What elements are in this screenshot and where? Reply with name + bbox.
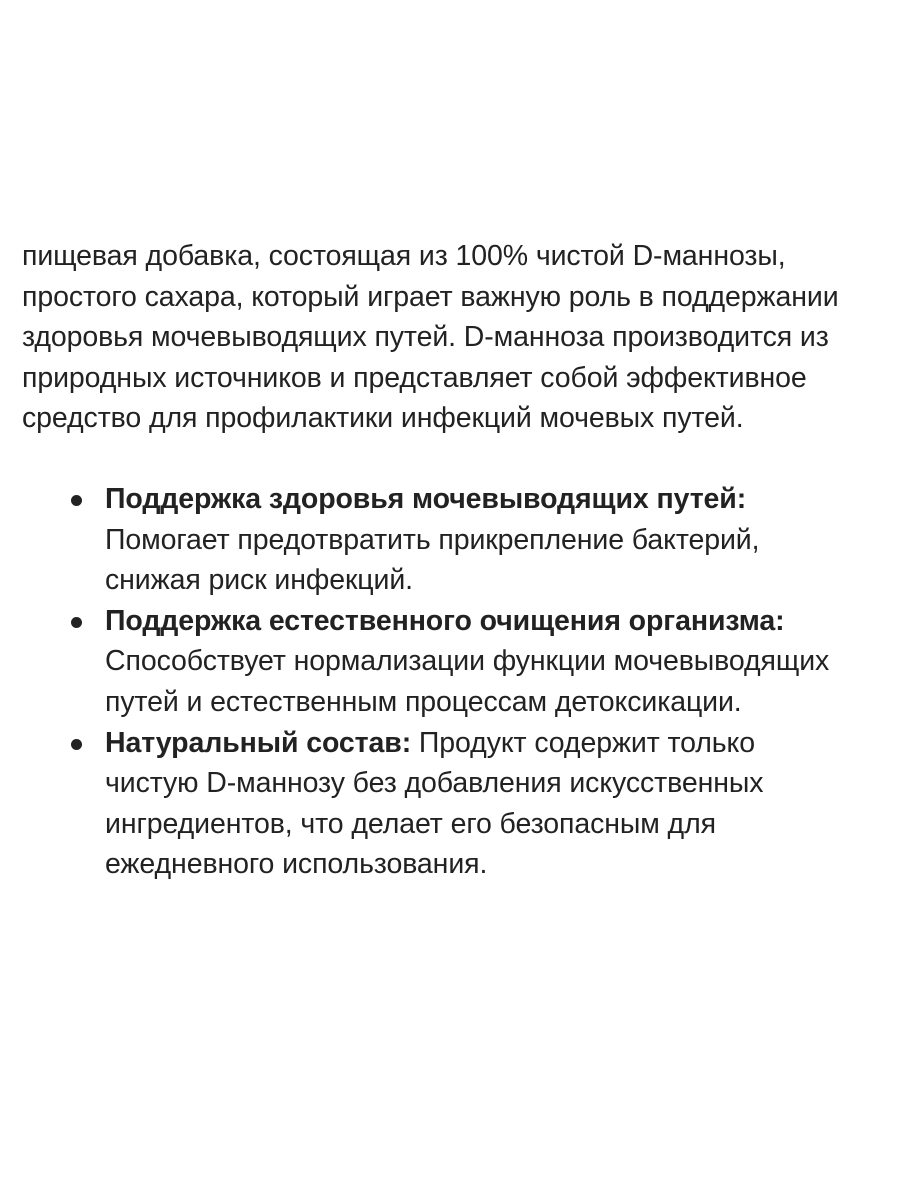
- feature-item-natural-cleansing: [22, 601, 835, 723]
- feature-text: Продукт содержит только чистую D-маннозу без добавления искусственных ингредиентов, что делает его безопасным для ежедневного использования.: [105, 726, 764, 881]
- feature-title: Натуральный состав:: [105, 726, 419, 759]
- bullet-icon: [71, 739, 82, 750]
- feature-title: Поддержка здоровья мочевыводящих путей:: [105, 482, 747, 515]
- product-description: [22, 236, 882, 885]
- feature-list: [22, 479, 882, 885]
- feature-text: Способствует нормализации функции мочевыводящих путей и естественным процессам детоксикации.: [105, 645, 830, 718]
- bullet-icon: [71, 617, 82, 628]
- feature-title: Поддержка естественного очищения организма:: [105, 604, 785, 637]
- feature-item-urinary-health: [22, 479, 835, 601]
- feature-item-natural-composition: [22, 723, 835, 885]
- feature-text: Помогает предотвратить прикрепление бактерий, снижая риск инфекций.: [105, 523, 760, 597]
- intro-paragraph: пищевая добавка, состоящая из 100% чистой D-маннозы, простого сахара, который играет важную роль в поддержании здоровья мочевыводящих путей. D-манноза производится из природных источников и представляет собой эффективное средство для профилактики инфекций мочевых путей.: [22, 240, 839, 435]
- bullet-icon: [71, 495, 82, 506]
